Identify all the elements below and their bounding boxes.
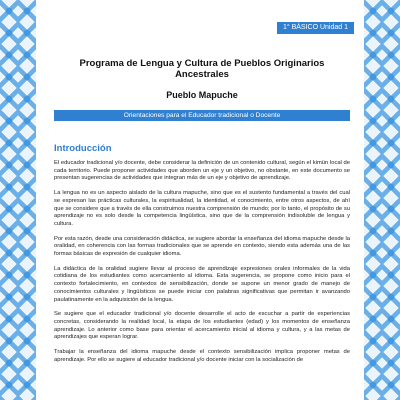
grade-unit-badge: 1° BÁSICO Unidad 1: [277, 22, 354, 34]
decorative-border-right: [364, 0, 400, 400]
paragraph: Por esta razón, desde una consideración didáctica, se sugiere abordar la enseñanza del idioma mapuche desde la oralidad, en coherencia con las formas tradicionales que se aprende en contexto, siendo esta además una de las formas básicas de expresión de cualquier idioma.: [54, 235, 350, 258]
paragraph: Trabajar la enseñanza del idioma mapuche desde el contexto sensibilización implica proponer metas de aprendizaje. Por ello se sugiere al educador tradicional y/o docente iniciar con la socialización de: [54, 349, 350, 363]
document-title: Programa de Lengua y Cultura de Pueblos Originarios Ancestrales: [79, 58, 325, 80]
section-heading: Introducción: [54, 143, 112, 154]
document-subtitle: Pueblo Mapuche: [166, 90, 238, 100]
paragraph: El educador tradicional y/o docente, debe considerar la definición de un contenido cultural, según el kimün local de cada territorio. Puede proponer actividades que aborden un eje y un objetivo, no obstante, en este documento se presentan sugerencias de actividades que integran más de un eje y objetivo de aprendizaje.: [54, 160, 350, 182]
paragraph: La lengua no es un aspecto aislado de la cultura mapuche, sino que es el sustento fundamental a través del cual se expresan las prácticas culturales, la espiritualidad, la identidad, el conocimiento, entre otros aspectos, de ahí que se considere que a través de ella construimos nuestra comprensión de mundo; por lo tanto, el propósito de su aprendizaje no es solo desde la competencia lingüística, sino que de la comprensión indisoluble de lengua y cultura.: [54, 190, 350, 227]
paragraph: La didáctica de la oralidad sugiere llevar al proceso de aprendizaje expresiones orales informales de la vida cotidiana de los estudiantes como acercamiento al idioma. Esta sugerencia, se propone como inicio para el contexto fortalecimiento, en contextos de sensibilización, donde se supone un menor grado de manejo de conocimientos culturales y lingüísticos se puede iniciar con palabras significativas que permitan ir avanzando paulatinamente en la adquisición de la lengua.: [54, 265, 350, 303]
decorative-border-left: [0, 0, 36, 400]
document-body: [54, 58, 350, 371]
paragraph: Se sugiere que el educador tradicional y/o docente desarrolle el acto de escuchar a partir de experiencias concretas, considerando la realidad local, la etapa de los estudiantes (edad) y los momentos de enseñanza aprendizaje. Lo anterior como base para orientar el acercamiento inicial al idioma y cultura, y a las metas de aprendizajes que esperan lograr.: [54, 311, 350, 341]
section-banner: Orientaciones para el Educador tradicional o Docente: [54, 110, 350, 121]
